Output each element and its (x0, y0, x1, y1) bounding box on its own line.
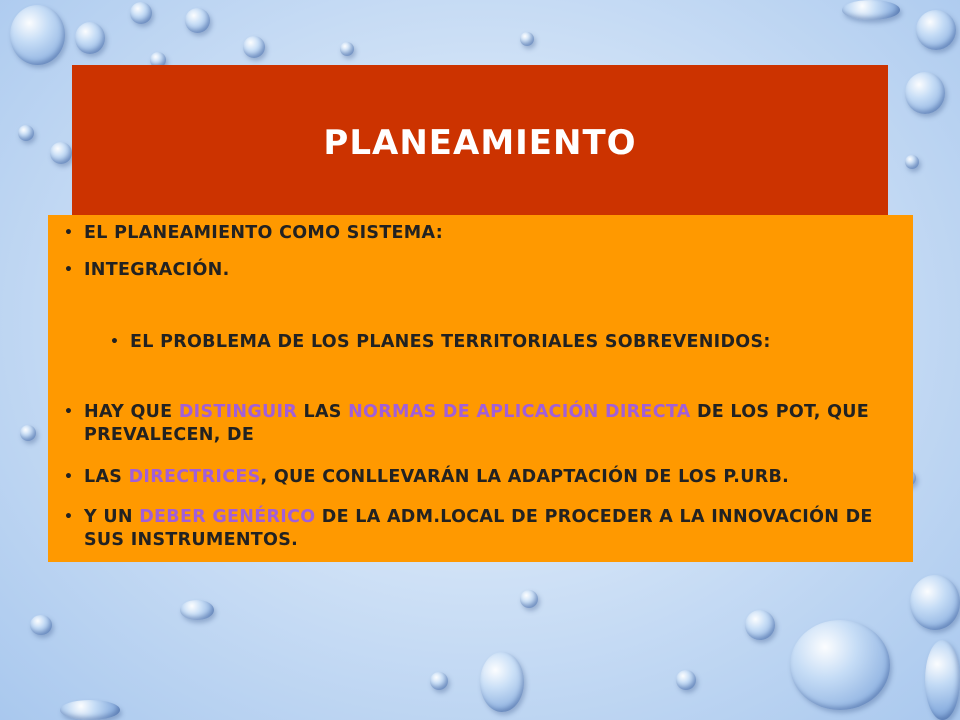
text-segment: DE LOS POT, QUE PREVALECEN, DE (84, 402, 870, 445)
water-drop (925, 640, 960, 720)
bullet-text (84, 507, 873, 550)
bullet-item (64, 222, 884, 245)
water-drop (520, 32, 534, 46)
text-segment: DE LA ADM.LOCAL DE PROCEDER A LA INNOVACIÓN DE SUS INSTRUMENTOS. (84, 507, 873, 550)
bullet-item (64, 259, 884, 282)
water-drop (430, 672, 448, 690)
water-drop (130, 2, 152, 24)
water-drop (480, 652, 524, 712)
bullet-item (64, 466, 892, 489)
bullet-text: INTEGRACIÓN. (84, 260, 230, 280)
water-drop (243, 36, 265, 58)
text-segment: LAS (297, 402, 349, 422)
water-drop (910, 575, 960, 630)
bullet-icon: • (64, 509, 74, 525)
bullet-text: EL PROBLEMA DE LOS PLANES TERRITORIALES SOBREVENIDOS: (130, 332, 771, 352)
water-drop (20, 425, 36, 441)
bullet-icon: • (64, 469, 74, 485)
water-drop (745, 610, 775, 640)
highlighted-text: DEBER GENÉRICO (139, 507, 316, 527)
highlighted-text: DISTINGUIR (178, 402, 298, 422)
slide-title: PLANEAMIENTO (323, 123, 637, 163)
bullet-item (110, 331, 900, 354)
water-drop (30, 615, 52, 635)
bullet-item (64, 506, 892, 552)
bullet-text (84, 402, 869, 445)
water-drop (180, 600, 214, 620)
water-drop (790, 620, 890, 710)
bullet-icon: • (64, 404, 74, 420)
highlighted-text: NORMAS DE APLICACIÓN DIRECTA (348, 402, 691, 422)
water-drop (916, 10, 956, 50)
bullet-text (84, 467, 789, 487)
text-segment: LAS (84, 467, 129, 487)
bullet-icon: • (64, 262, 74, 278)
highlighted-text: DIRECTRICES (128, 467, 261, 487)
text-segment: HAY QUE (84, 402, 179, 422)
bullet-item (64, 401, 892, 447)
water-drop (75, 22, 105, 54)
water-drop (185, 8, 210, 33)
text-segment: , QUE CONLLEVARÁN LA ADAPTACIÓN DE LOS P.URB. (260, 467, 790, 487)
bullet-text: EL PLANEAMIENTO COMO SISTEMA: (84, 223, 443, 243)
bullet-icon: • (64, 225, 74, 241)
water-drop (520, 590, 538, 608)
water-drop (340, 42, 354, 56)
water-drop (60, 700, 120, 720)
water-drop (676, 670, 696, 690)
bullet-icon: • (110, 334, 120, 350)
water-drop (10, 5, 65, 65)
water-drop (842, 0, 900, 20)
text-segment: Y UN (84, 507, 140, 527)
water-drop (905, 72, 945, 114)
